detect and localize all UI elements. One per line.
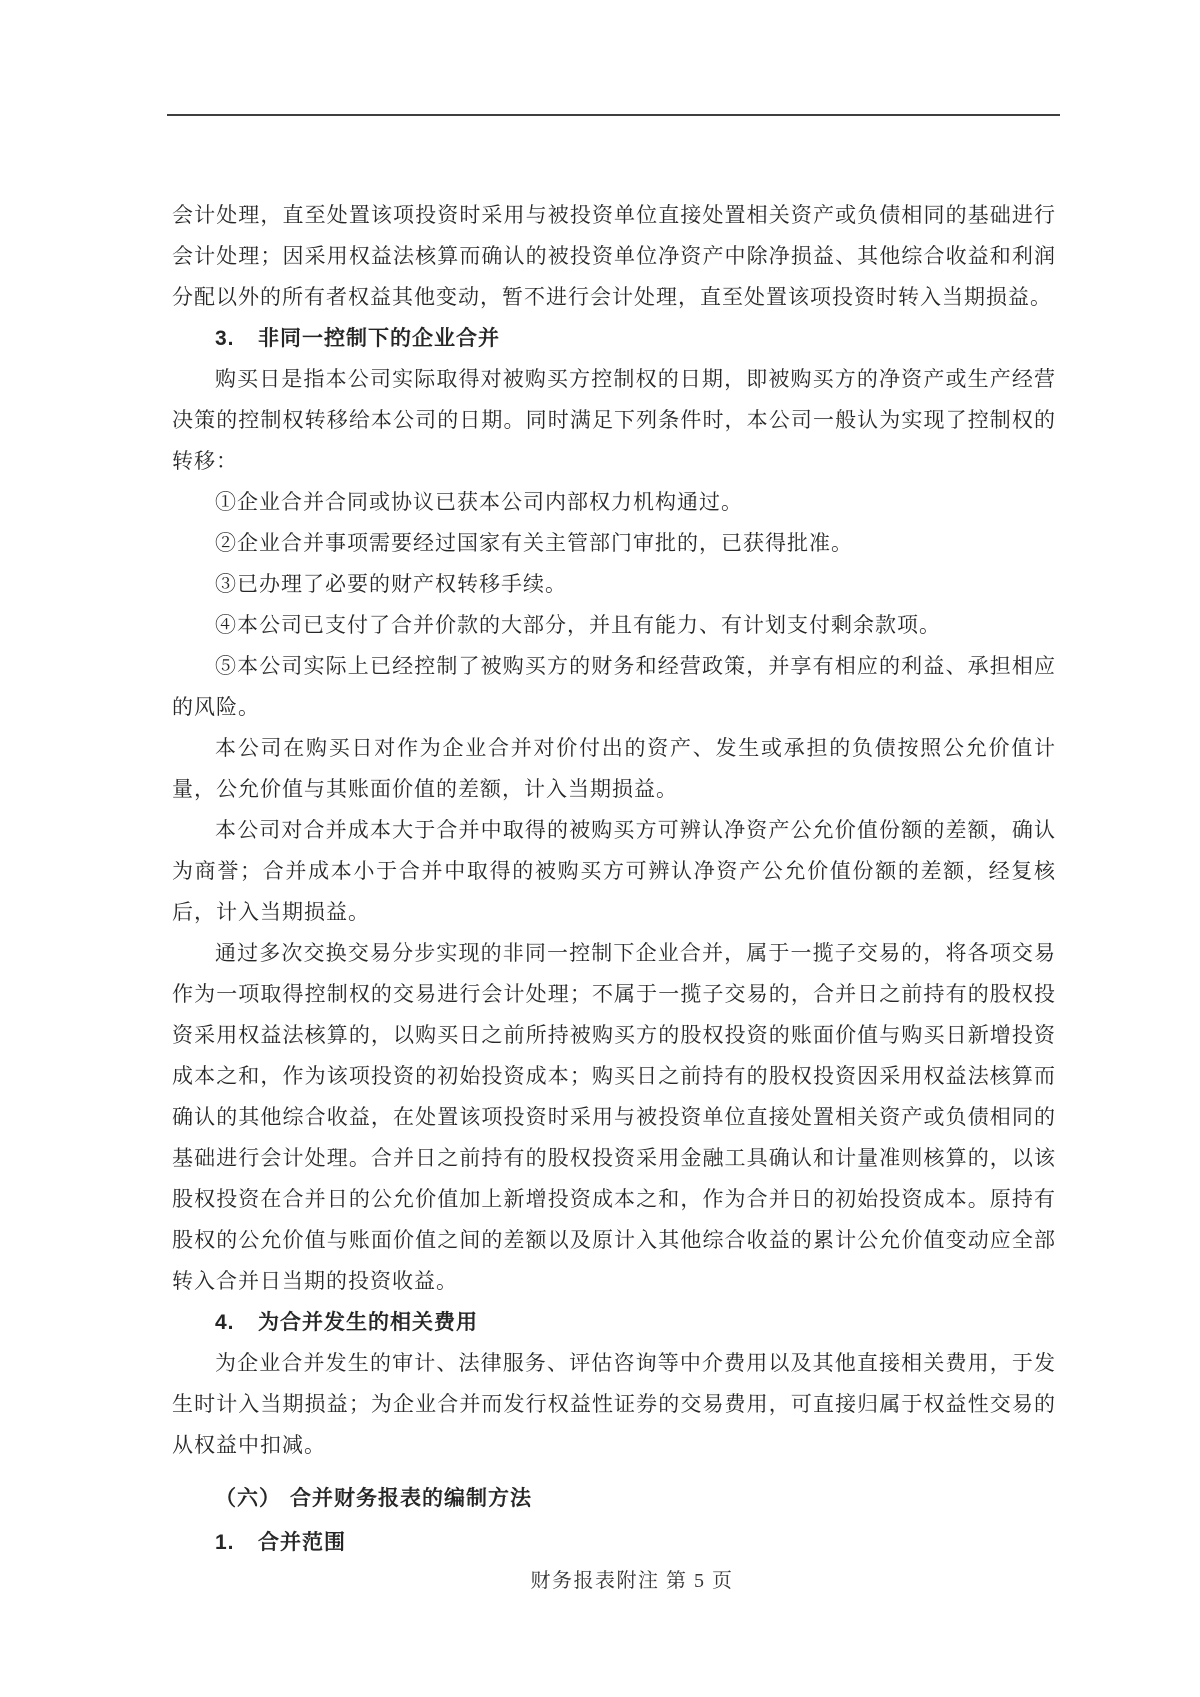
list-item-2: ②企业合并事项需要经过国家有关主管部门审批的，已获得批准。 — [215, 531, 853, 555]
list-item-5: ⑤本公司实际上已经控制了被购买方的财务和经营政策，并享有相应的利益、承担相应的风险。 — [172, 654, 1056, 719]
section-number: （六） — [215, 1487, 281, 1510]
paragraph: 购买日是指本公司实际取得对被购买方控制权的日期，即被购买方的净资产或生产经营决策的控制权转移给本公司的日期。同时满足下列条件时，本公司一般认为实现了控制权的转移： — [172, 367, 1056, 473]
list-item-3: ③已办理了必要的财产权转移手续。 — [215, 572, 567, 596]
paragraph: 为企业合并发生的审计、法律服务、评估咨询等中介费用以及其他直接相关费用，于发生时计入当期损益；为企业合并而发行权益性证券的交易费用，可直接归属于权益性交易的从权益中扣减。 — [172, 1351, 1056, 1457]
heading-label: 为合并发生的相关费用 — [258, 1311, 478, 1334]
heading-non-common-control-merger — [172, 318, 1056, 359]
heading-label: 非同一控制下的企业合并 — [258, 327, 500, 350]
heading-merger-related-expenses — [172, 1302, 1056, 1343]
page-number-text: 财务报表附注 第 5 页 — [530, 1570, 734, 1592]
section-label: 合并财务报表的编制方法 — [290, 1487, 532, 1510]
section-heading-consolidated-statements-method — [172, 1478, 1056, 1519]
paragraph: 通过多次交换交易分步实现的非同一控制下企业合并，属于一揽子交易的，将各项交易作为一项取得控制权的交易进行会计处理；不属于一揽子交易的，合并日之前持有的股权投资采用权益法核算的，以购买日之前所持被购买方的股权投资的账面价值与购买日新增投资成本之和，作为该项投资的初始投资成本；购买日之前持有的股权投资因采用权益法核算而确认的其他综合收益，在处置该项投资时采用与被投资单位直接处置相关资产或负债相同的基础进行会计处理。合并日之前持有的股权投资采用金融工具确认和计量准则核算的，以该股权投资在合并日的公允价值加上新增投资成本之和，作为合并日的初始投资成本。原持有股权的公允价值与账面价值之间的差额以及原计入其他综合收益的累计公允价值变动应全部转入合并日当期的投资收益。 — [172, 941, 1056, 1293]
header-rule — [167, 114, 1060, 116]
list-item-4: ④本公司已支付了合并价款的大部分，并且有能力、有计划支付剩余款项。 — [215, 613, 941, 637]
list-item-1: ①企业合并合同或协议已获本公司内部权力机构通过。 — [215, 490, 743, 514]
heading-consolidation-scope — [172, 1522, 1056, 1563]
heading-label: 合并范围 — [258, 1531, 346, 1554]
heading-number: 1. — [215, 1531, 235, 1554]
document-body — [172, 195, 1056, 1563]
paragraph: 会计处理，直至处置该项投资时采用与被投资单位直接处置相关资产或负债相同的基础进行会计处理；因采用权益法核算而确认的被投资单位净资产中除净损益、其他综合收益和利润分配以外的所有者权益其他变动，暂不进行会计处理，直至处置该项投资时转入当期损益。 — [172, 203, 1056, 309]
heading-number: 4. — [215, 1311, 235, 1334]
paragraph: 本公司在购买日对作为企业合并对价付出的资产、发生或承担的负债按照公允价值计量，公允价值与其账面价值的差额，计入当期损益。 — [172, 736, 1056, 801]
page-footer — [172, 1567, 1056, 1595]
paragraph: 本公司对合并成本大于合并中取得的被购买方可辨认净资产公允价值份额的差额，确认为商誉；合并成本小于合并中取得的被购买方可辨认净资产公允价值份额的差额，经复核后，计入当期损益。 — [172, 818, 1056, 924]
heading-number: 3. — [215, 327, 235, 350]
